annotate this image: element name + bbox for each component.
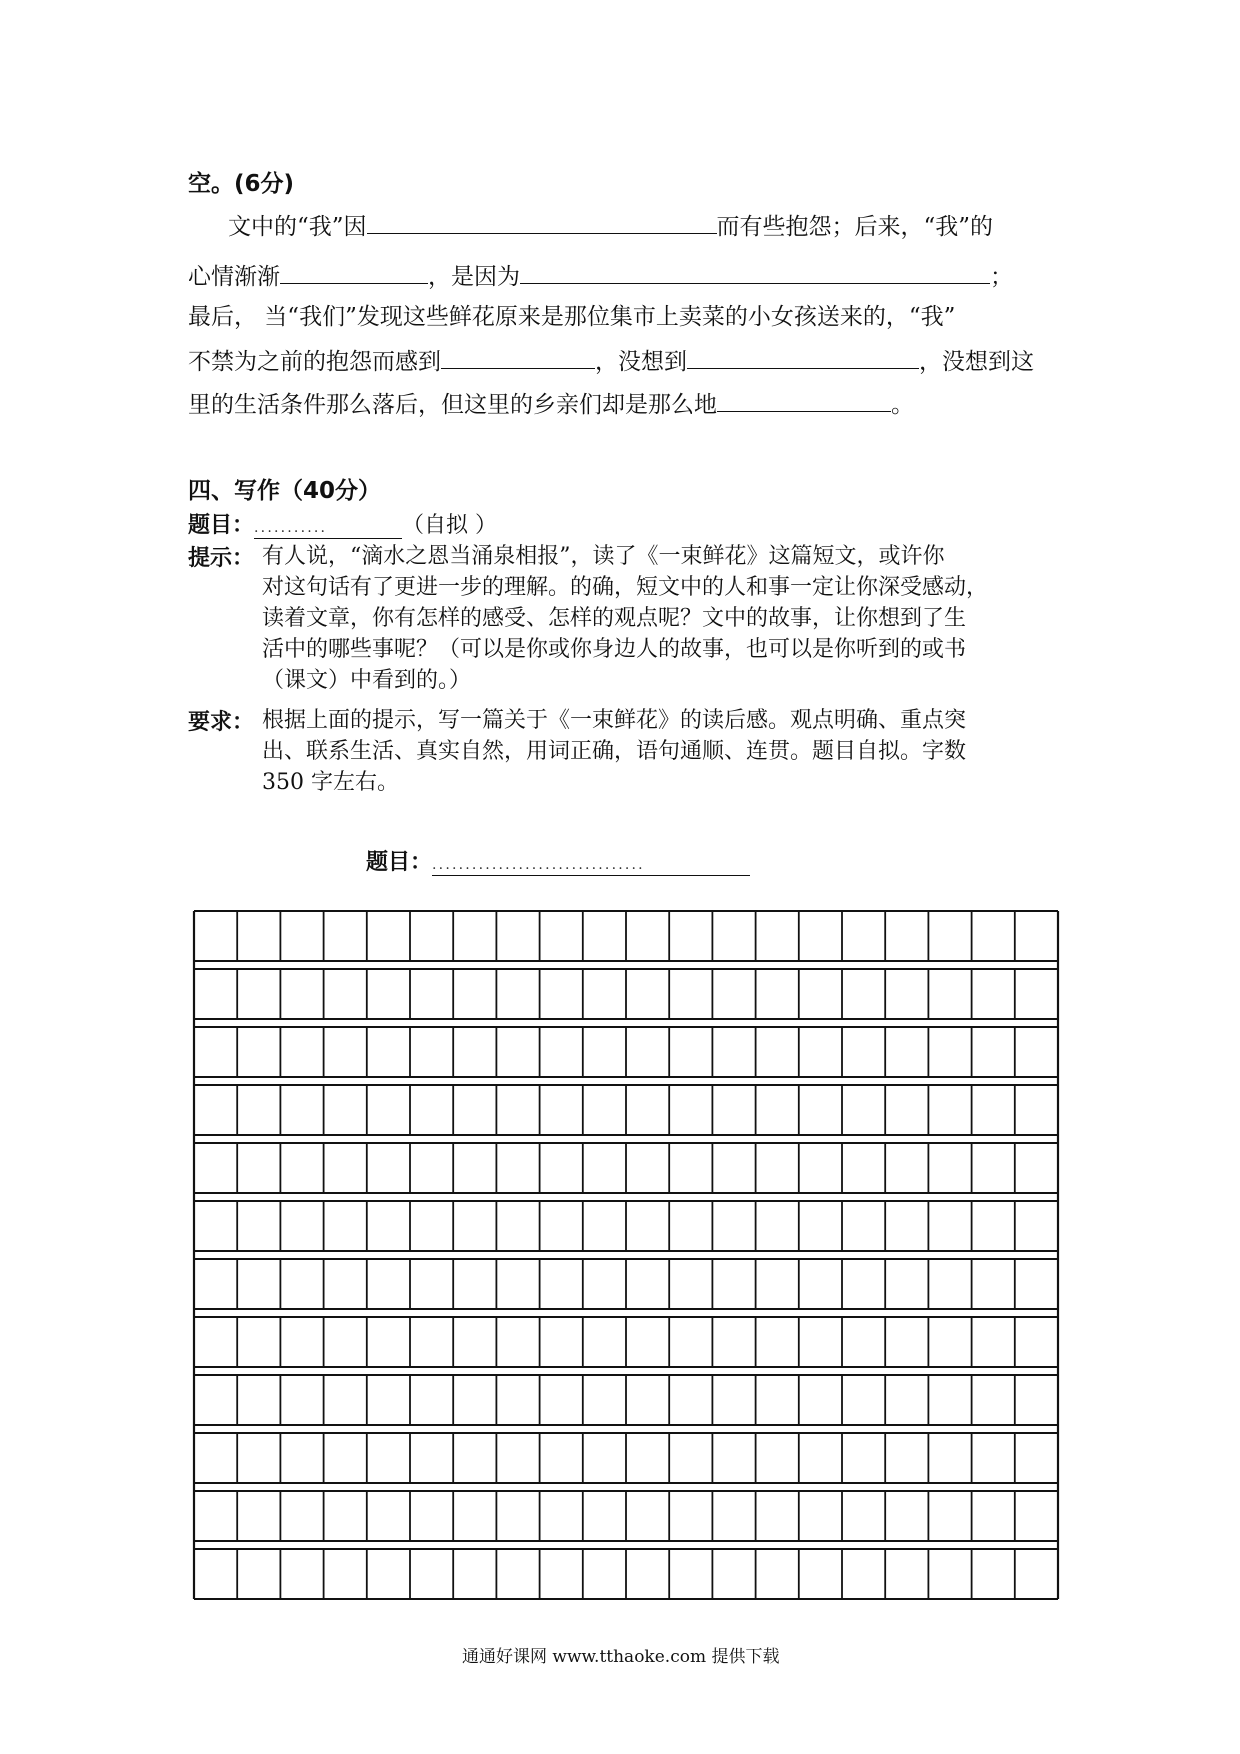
q3-text: ，没想到 — [595, 349, 687, 375]
essay-topic-label: 题目： — [366, 850, 433, 875]
topic-hint: （自拟 ） — [402, 513, 498, 538]
hint-label: 提示： — [188, 546, 255, 571]
topic-dots: ........... — [254, 520, 328, 536]
q3-text: 里的生活条件那么落后，但这里的乡亲们却是那么地 — [188, 392, 717, 418]
topic-label: 题目： — [188, 513, 255, 538]
hint-line: （课文）中看到的。） — [262, 668, 472, 693]
q3-text: ，没想到这 — [919, 349, 1034, 375]
hint-line: 对这句话有了更进一步的理解。的确，短文中的人和事一定让你深受感动， — [262, 575, 989, 600]
q3-text: 不禁为之前的抱怨而感到 — [188, 349, 441, 375]
requirement-label: 要求： — [188, 710, 255, 735]
requirement-line: 根据上面的提示，写一篇关于《一束鲜花》的读后感。观点明确、重点突 — [262, 708, 967, 733]
requirement-line: 出、联系生活、真实自然，用词正确，语句通顺、连贯。题目自拟。字数 — [262, 739, 967, 764]
hint-line: 有人说，“滴水之恩当涌泉相报”，读了《一束鲜花》这篇短文，或许你 — [262, 544, 945, 569]
q3-text: 心情渐渐 — [188, 264, 280, 290]
q3-text: ，是因为 — [428, 264, 520, 290]
q3-text: 文中的“我”因 — [228, 214, 367, 240]
q3-text: 而有些抱怨；后来，“我”的 — [716, 214, 994, 240]
hint-line: 读着文章，你有怎样的感受、怎样的观点呢？文中的故事，让你想到了生 — [262, 606, 967, 631]
essay-topic-dots: ................................ — [432, 857, 645, 873]
q3-text: 最后， 当“我们”发现这些鲜花原来是那位集市上卖菜的小女孩送来的，“我” — [188, 304, 956, 330]
hint-line: 活中的哪些事呢？（可以是你或你身边人的故事，也可以是你听到的或书 — [262, 637, 967, 662]
section-4-title: 四、写作（40分） — [188, 478, 382, 504]
q3-heading: 空。(6分) — [188, 171, 295, 197]
q3-text: ； — [990, 264, 1013, 290]
footer-text: 通通好课网 www.tthaoke.com 提供下载 — [462, 1647, 780, 1667]
requirement-line: 350 字左右。 — [262, 770, 399, 795]
q3-text: 。 — [891, 392, 914, 418]
